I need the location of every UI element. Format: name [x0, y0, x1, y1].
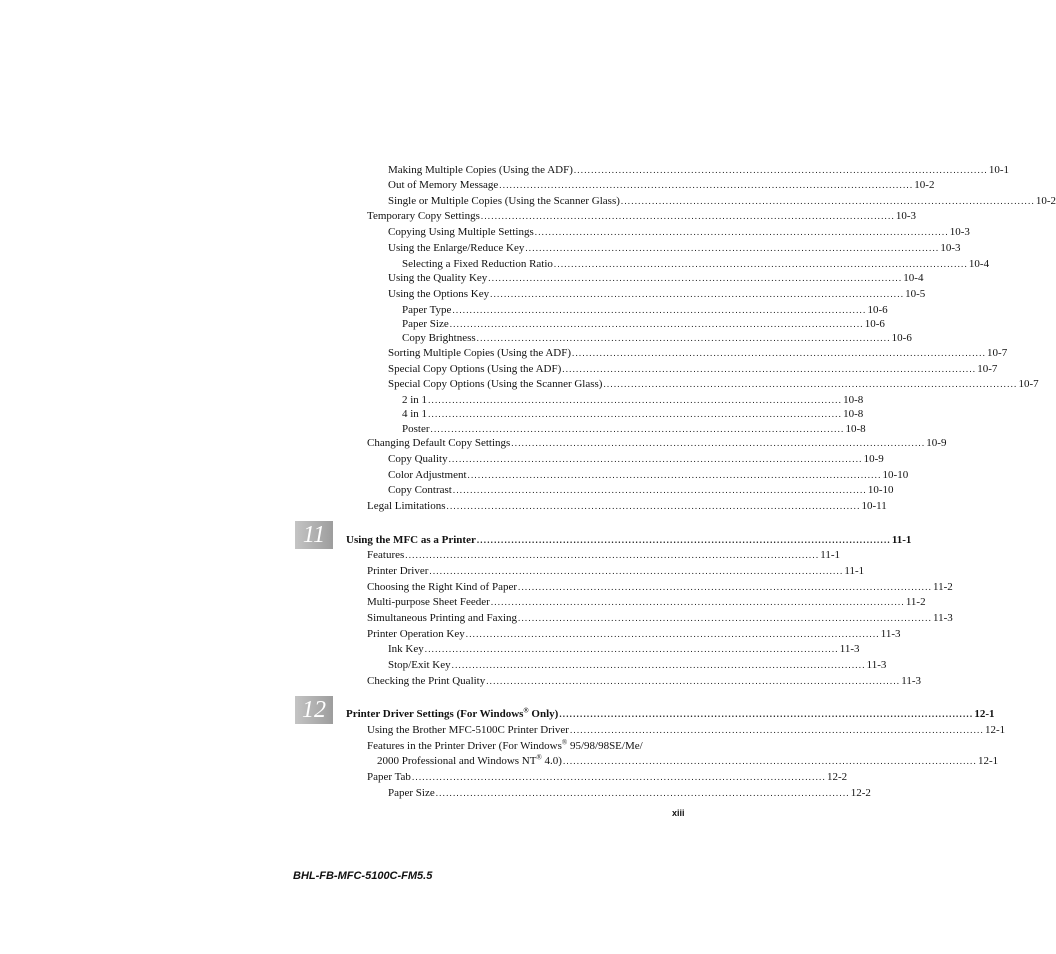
toc-leader-dots: ........................................................................................................................	[476, 535, 891, 545]
toc-entry-title: Printer Operation Key	[367, 628, 465, 640]
toc-leader-dots: ........................................................................................................................	[446, 501, 861, 511]
toc-entry-title: Copying Using Multiple Settings	[388, 226, 534, 238]
toc-entry-page: 10-8	[843, 394, 864, 406]
toc-entry	[367, 611, 953, 625]
toc-entry	[388, 241, 961, 255]
toc-leader-dots: ........................................................................................................................	[452, 305, 867, 315]
toc-entry-title: Sorting Multiple Copies (Using the ADF)	[388, 347, 572, 359]
toc-entry	[388, 786, 871, 800]
toc-entry-title: Printer Driver	[367, 565, 429, 577]
toc-leader-dots: ........................................................................................................................	[499, 180, 914, 190]
toc-entry	[388, 377, 1039, 391]
toc-entry	[377, 753, 999, 768]
toc-entry-page: 11-3	[880, 628, 901, 640]
toc-entry-title: Paper Tab	[367, 771, 411, 783]
toc-entry-title: Choosing the Right Kind of Paper	[367, 581, 518, 593]
toc-leader-dots: ........................................................................................................................	[451, 660, 866, 670]
toc-leader-dots: ........................................................................................................................	[572, 348, 987, 358]
toc-entry-title: Selecting a Fixed Reduction Ratio	[402, 258, 553, 270]
toc-leader-dots: ........................................................................................................................	[486, 676, 901, 686]
toc-leader-dots: ........................................................................................................................	[511, 438, 926, 448]
toc-entry-page: 10-9	[863, 453, 884, 465]
document-id-footer: BHL-FB-MFC-5100C-FM5.5	[293, 870, 433, 882]
toc-entry-title: Stop/Exit Key	[388, 659, 451, 671]
toc-entry-title: Legal Limitations	[367, 500, 446, 512]
toc-entry	[367, 436, 947, 450]
toc-entry-title: Poster	[402, 423, 430, 435]
toc-entry	[388, 658, 887, 672]
toc-entry	[402, 303, 888, 317]
toc-entry-page: 10-6	[864, 318, 885, 330]
toc-chapter-heading	[346, 533, 912, 547]
toc-leader-dots: ........................................................................................................................	[428, 409, 843, 419]
toc-leader-dots: ........................................................................................................................	[449, 319, 864, 329]
toc-entry	[388, 225, 970, 239]
toc-leader-dots: ........................................................................................................................	[620, 196, 1035, 206]
toc-leader-dots: ........................................................................................................................	[467, 470, 882, 480]
toc-entry	[388, 483, 894, 497]
toc-entry-title: Special Copy Options (Using the ADF)	[388, 363, 562, 375]
toc-entry-page: 12-2	[850, 787, 871, 799]
toc-entry-title: 2000 Professional and Windows NT® 4.0)	[377, 753, 562, 767]
toc-leader-dots: ........................................................................................................................	[452, 485, 867, 495]
toc-entry-title: Single or Multiple Copies (Using the Scanner Glass)	[388, 195, 620, 207]
toc-entry-page: 10-4	[968, 258, 990, 270]
toc-entry-page: 10-7	[1018, 378, 1039, 390]
toc-entry-page: 11-1	[844, 565, 865, 577]
toc-entry-title: Using the Quality Key	[388, 272, 488, 284]
toc-entry-title: Using the Enlarge/Reduce Key	[388, 242, 525, 254]
toc-leader-dots: ........................................................................................................................	[562, 756, 977, 766]
toc-entry-page: 10-6	[891, 332, 912, 344]
toc-entry-page: 10-5	[905, 288, 926, 300]
toc-leader-dots: ........................................................................................................................	[448, 454, 863, 464]
toc-leader-dots: ........................................................................................................................	[428, 395, 843, 405]
toc-leader-dots: ........................................................................................................................	[430, 424, 845, 434]
toc-leader-dots: ........................................................................................................................	[490, 289, 905, 299]
chapter-11-badge: 11	[295, 521, 333, 549]
toc-entry-title: Printer Driver Settings (For Windows® Only)	[346, 706, 559, 720]
toc-entry	[402, 257, 990, 271]
toc-entry-page: 10-7	[987, 347, 1008, 359]
toc-entry	[367, 674, 921, 688]
page-number: xiii	[672, 808, 685, 818]
toc-entry-title: Out of Memory Message	[388, 179, 499, 191]
toc-entry-page: 10-11	[861, 500, 887, 512]
toc-entry-page: 11-1	[820, 549, 841, 561]
toc-leader-dots: ........................................................................................................................	[465, 629, 880, 639]
toc-entry-page: 11-2	[905, 596, 926, 608]
toc-entry-page: 10-10	[867, 484, 894, 496]
toc-leader-dots: ........................................................................................................................	[518, 613, 933, 623]
toc-entry	[388, 163, 1010, 177]
toc-entry-title: Paper Size	[388, 787, 435, 799]
toc-leader-dots: ........................................................................................................................	[480, 211, 895, 221]
toc-entry-title: Paper Type	[402, 304, 452, 316]
toc-leader-dots: ........................................................................................................................	[534, 227, 949, 237]
toc-entry-page: 10-1	[988, 164, 1010, 176]
toc-leader-dots: ........................................................................................................................	[573, 165, 988, 175]
toc-entry	[367, 548, 841, 562]
toc-leader-dots: ........................................................................................................................	[603, 379, 1018, 389]
toc-entry	[388, 178, 935, 192]
toc-entry	[367, 595, 926, 609]
toc-entry-page: 11-3	[901, 675, 921, 687]
toc-entry-title: Special Copy Options (Using the Scanner Glass)	[388, 378, 603, 390]
toc-entry-title: Copy Brightness	[402, 332, 476, 344]
toc-leader-dots: ........................................................................................................................	[553, 259, 968, 269]
toc-leader-dots: ........................................................................................................................	[569, 725, 984, 735]
toc-entry	[367, 564, 865, 578]
toc-entry-title: Temporary Copy Settings	[367, 210, 480, 222]
toc-entry-title: Changing Default Copy Settings	[367, 437, 511, 449]
toc-entry	[367, 209, 917, 223]
toc-entry-page: 10-3	[949, 226, 970, 238]
toc-entry	[388, 362, 998, 376]
toc-entry	[402, 407, 864, 421]
toc-entry	[367, 770, 848, 784]
toc-entry	[388, 346, 1008, 360]
toc-leader-dots: ........................................................................................................................	[525, 243, 940, 253]
toc-entry-page: 12-1	[984, 724, 1006, 736]
toc-entry-title: Using the Options Key	[388, 288, 490, 300]
toc-entry	[367, 580, 953, 594]
toc-entry-page: 10-7	[977, 363, 998, 375]
toc-entry-title: Features	[367, 549, 405, 561]
toc-entry-title: Paper Size	[402, 318, 449, 330]
toc-leader-dots: ........................................................................................................................	[476, 333, 891, 343]
toc-entry-page: 11-3	[839, 643, 860, 655]
toc-entry	[388, 468, 909, 482]
toc-entry-title: Simultaneous Printing and Faxing	[367, 612, 518, 624]
toc-entry-title: Ink Key	[388, 643, 424, 655]
toc-entry-page: 10-3	[895, 210, 917, 222]
toc-entry	[388, 287, 926, 301]
chapter-12-badge: 12	[295, 696, 333, 724]
toc-entry-page: 10-9	[926, 437, 947, 449]
toc-entry-page: 10-4	[903, 272, 924, 284]
toc-entry-page: 10-6	[867, 304, 888, 316]
toc-entry-page: 12-1	[977, 755, 999, 767]
toc-entry-title: Copy Contrast	[388, 484, 452, 496]
toc-entry-title: Checking the Print Quality	[367, 675, 486, 687]
toc-entry-page: 11-3	[866, 659, 887, 671]
toc-leader-dots: ........................................................................................................................	[435, 788, 850, 798]
toc-entry-page: 11-1	[891, 534, 912, 546]
toc-leader-dots: ........................................................................................................................	[488, 273, 903, 283]
toc-entry-title: 4 in 1	[402, 408, 428, 420]
toc-entry	[402, 393, 864, 407]
toc-chapter-heading	[346, 706, 995, 721]
toc-leader-dots: ........................................................................................................................	[559, 709, 974, 719]
toc-entry-page: 10-3	[940, 242, 961, 254]
toc-entry	[388, 271, 924, 285]
toc-entry	[367, 499, 887, 513]
toc-entry-page: 10-2	[914, 179, 935, 191]
toc-entry-title: Color Adjustment	[388, 469, 467, 481]
toc-entry-first-line: Features in the Printer Driver (For Windows® 95/98/98SE/Me/	[367, 738, 643, 752]
toc-entry-title: Copy Quality	[388, 453, 448, 465]
toc-leader-dots: ........................................................................................................................	[411, 772, 826, 782]
toc-entry-page: 11-2	[933, 581, 953, 593]
toc-leader-dots: ........................................................................................................................	[429, 566, 844, 576]
toc-entry-title: Making Multiple Copies (Using the ADF)	[388, 164, 573, 176]
toc-entry	[388, 452, 884, 466]
toc-leader-dots: ........................................................................................................................	[562, 364, 977, 374]
toc-entry-title: Using the MFC as a Printer	[346, 534, 476, 546]
toc-entry-page: 10-10	[882, 469, 909, 481]
toc-entry	[402, 422, 866, 436]
toc-leader-dots: ........................................................................................................................	[424, 644, 839, 654]
toc-entry-page: 10-8	[845, 423, 866, 435]
toc-entry	[402, 331, 912, 345]
toc-entry	[402, 317, 885, 331]
toc-entry-page: 11-3	[933, 612, 953, 624]
toc-entry-page: 10-2	[1035, 195, 1056, 207]
toc-entry-title: Using the Brother MFC-5100C Printer Driver	[367, 724, 569, 736]
toc-entry-title: Multi-purpose Sheet Feeder	[367, 596, 490, 608]
toc-leader-dots: ........................................................................................................................	[518, 582, 933, 592]
toc-entry	[388, 194, 1056, 208]
toc-entry-page: 12-2	[826, 771, 848, 783]
toc-entry-page: 10-8	[843, 408, 864, 420]
toc-entry	[388, 642, 860, 656]
toc-leader-dots: ........................................................................................................................	[490, 597, 905, 607]
toc-entry-title: 2 in 1	[402, 394, 428, 406]
toc-entry-page: 12-1	[974, 708, 995, 720]
toc-entry	[367, 723, 1006, 737]
toc-leader-dots: ........................................................................................................................	[405, 550, 820, 560]
toc-entry	[367, 627, 901, 641]
